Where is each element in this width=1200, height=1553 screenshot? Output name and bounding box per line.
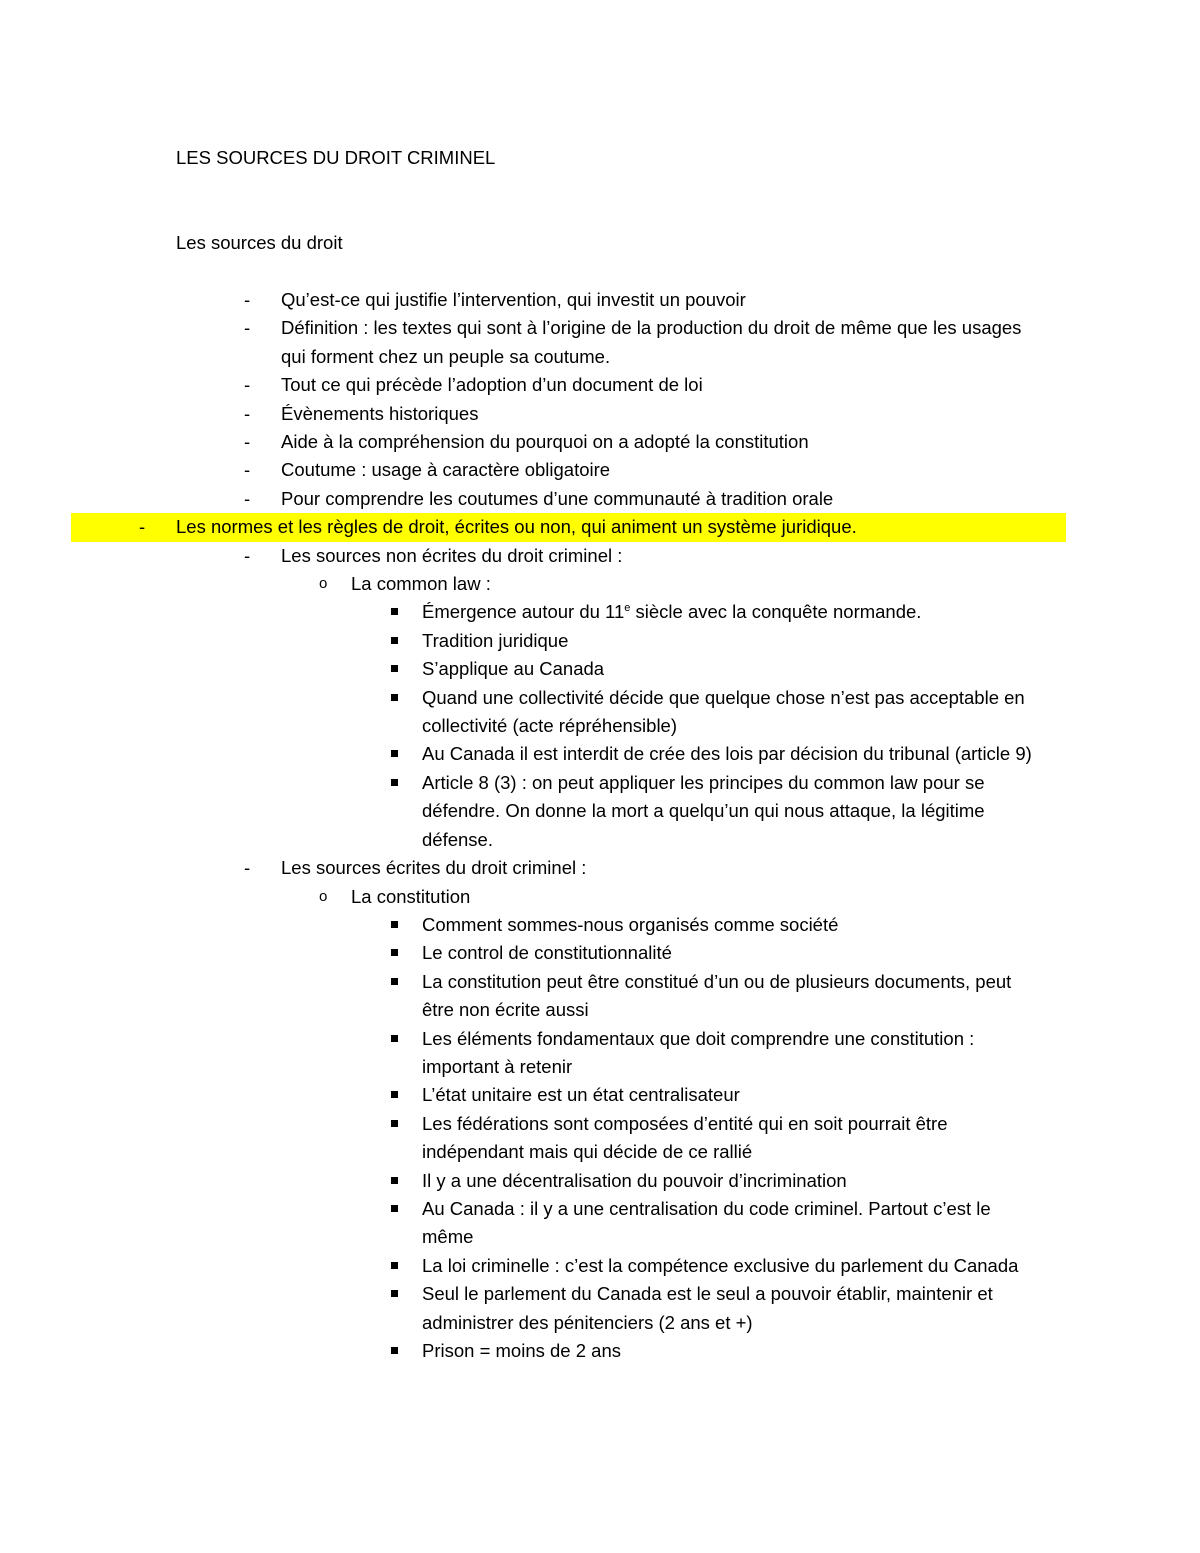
square-bullet-icon bbox=[391, 1035, 398, 1042]
sublist-common-law bbox=[176, 570, 1036, 854]
square-bullet-icon bbox=[391, 779, 398, 786]
constitution-points bbox=[176, 911, 1036, 1366]
square-bullet-icon bbox=[391, 608, 398, 615]
square-bullet-icon bbox=[391, 750, 398, 757]
dash-bullet: - bbox=[244, 402, 251, 424]
square-bullet-icon bbox=[391, 949, 398, 956]
dash-bullet: - bbox=[244, 459, 251, 481]
dash-bullet: - bbox=[244, 288, 251, 310]
square-bullet-icon bbox=[391, 694, 398, 701]
square-list-item: Au Canada il est interdit de crée des lois par décision du tribunal (article 9) bbox=[176, 740, 1036, 768]
square-list-item: Quand une collectivité décide que quelque chose n’est pas acceptable en collectivité (acte répréhensible) bbox=[176, 684, 1036, 741]
square-list-item: Tradition juridique bbox=[176, 627, 1036, 655]
square-bullet-icon bbox=[391, 1177, 398, 1184]
dash-bullet: - bbox=[139, 516, 146, 538]
section-heading: Les sources du droit bbox=[176, 232, 343, 254]
dash-bullet: - bbox=[244, 857, 251, 879]
square-list-item: Au Canada : il y a une centralisation du code criminel. Partout c’est le même bbox=[176, 1195, 1036, 1252]
highlighted-list-item: - Les normes et les règles de droit, écrites ou non, qui animent un système juridique. bbox=[71, 513, 1066, 541]
square-list-item: Le control de constitutionnalité bbox=[176, 939, 1036, 967]
document-title: LES SOURCES DU DROIT CRIMINEL bbox=[176, 147, 496, 168]
circle-bullet: o bbox=[319, 575, 328, 593]
list-item-ecrites: - Les sources écrites du droit criminel : o La constitution Comment sommes-nous organisés comme société Le control de constitutionnalité La constitution peut être constitué d’un ou de plusieurs documents, peut être non écrite aussi Les éléments fondamentaux que doit comprendre une constitution : important à retenir L’état unitaire est un état centralisateur Les fédérations sont composées d’entité qui en soit pourrait être indépendant mais qui décide de ce rallié Il y a une décentralisation du pouvoir d’incrimination Au Canada : il y a une centralisation du code criminel. Partout c’est le même La loi criminelle : c’est la compétence exclusive du parlement du Canada Seul le parlement du Canada est le seul a pouvoir établir, maintenir et administrer des pénitenciers (2 ans et +) Prison = moins de 2 ans bbox=[176, 854, 1036, 1365]
list-item: - Évènements historiques bbox=[176, 400, 1036, 428]
square-bullet-icon bbox=[391, 978, 398, 985]
dash-bullet: - bbox=[244, 317, 251, 339]
square-list-item: Les fédérations sont composées d’entité qui en soit pourrait être indépendant mais qui décide de ce rallié bbox=[176, 1110, 1036, 1167]
list-item: - Pour comprendre les coutumes d’une communauté à tradition orale bbox=[176, 485, 1036, 513]
list-item-non-ecrites: - Les sources non écrites du droit criminel : o La common law : Émergence autour du 11e siècle avec la conquête normande. Tradition juridique S’applique au Canada Quand une collectivité décide que quelque chose n’est pas acceptable en collectivité (acte répréhensible) Au Canada il est interdit de crée des lois par décision du tribunal (article 9) Article 8 (3) : on peut appliquer les principes du common law pour se défendre. On donne la mort a quelqu’un qui nous attaque, la légitime défense. bbox=[176, 542, 1036, 854]
sublist-item: o La common law : Émergence autour du 11e siècle avec la conquête normande. Tradition juridique S’applique au Canada Quand une collectivité décide que quelque chose n’est pas acceptable en collectivité (acte répréhensible) Au Canada il est interdit de crée des lois par décision du tribunal (article 9) Article 8 (3) : on peut appliquer les principes du common law pour se défendre. On donne la mort a quelqu’un qui nous attaque, la légitime défense. bbox=[176, 570, 1036, 854]
square-list-item: Article 8 (3) : on peut appliquer les principes du common law pour se défendre. On donne la mort a quelqu’un qui nous attaque, la légitime défense. bbox=[176, 769, 1036, 854]
square-list-item: Il y a une décentralisation du pouvoir d’incrimination bbox=[176, 1167, 1036, 1195]
sublist-constitution bbox=[176, 883, 1036, 1366]
list-item: - Définition : les textes qui sont à l’origine de la production du droit de même que les usages qui forment chez un peuple sa coutume. bbox=[176, 314, 1036, 371]
square-list-item: L’état unitaire est un état centralisateur bbox=[176, 1081, 1036, 1109]
list-item: - Coutume : usage à caractère obligatoire bbox=[176, 456, 1036, 484]
square-bullet-icon bbox=[391, 1347, 398, 1354]
square-list-item: Les éléments fondamentaux que doit comprendre une constitution : important à retenir bbox=[176, 1025, 1036, 1082]
list-item: - Tout ce qui précède l’adoption d’un document de loi bbox=[176, 371, 1036, 399]
square-bullet-icon bbox=[391, 1262, 398, 1269]
square-bullet-icon bbox=[391, 637, 398, 644]
square-list-item: Prison = moins de 2 ans bbox=[176, 1337, 1036, 1365]
circle-bullet: o bbox=[319, 887, 328, 905]
common-law-points bbox=[176, 598, 1036, 854]
square-list-item: Seul le parlement du Canada est le seul a pouvoir établir, maintenir et administrer des pénitenciers (2 ans et +) bbox=[176, 1280, 1036, 1337]
dash-bullet: - bbox=[244, 544, 251, 566]
square-list-item: Émergence autour du 11e siècle avec la conquête normande. bbox=[176, 598, 1036, 626]
dash-bullet: - bbox=[244, 374, 251, 396]
square-list-item: La constitution peut être constitué d’un ou de plusieurs documents, peut être non écrite aussi bbox=[176, 968, 1036, 1025]
square-list-item: Comment sommes-nous organisés comme société bbox=[176, 911, 1036, 939]
square-bullet-icon bbox=[391, 921, 398, 928]
document-body bbox=[139, 144, 1036, 1365]
square-list-item: S’applique au Canada bbox=[176, 655, 1036, 683]
blank-line bbox=[176, 258, 1036, 286]
list-item: - Qu’est-ce qui justifie l’intervention, qui investit un pouvoir bbox=[176, 286, 1036, 314]
square-bullet-icon bbox=[391, 1120, 398, 1127]
square-bullet-icon bbox=[391, 665, 398, 672]
main-list bbox=[139, 286, 1036, 1365]
list-item: - Aide à la compréhension du pourquoi on a adopté la constitution bbox=[176, 428, 1036, 456]
dash-bullet: - bbox=[244, 431, 251, 452]
sublist-item: o La constitution Comment sommes-nous organisés comme société Le control de constitutionnalité La constitution peut être constitué d’un ou de plusieurs documents, peut être non écrite aussi Les éléments fondamentaux que doit comprendre une constitution : important à retenir L’état unitaire est un état centralisateur Les fédérations sont composées d’entité qui en soit pourrait être indépendant mais qui décide de ce rallié Il y a une décentralisation du pouvoir d’incrimination Au Canada : il y a une centralisation du code criminel. Partout c’est le même La loi criminelle : c’est la compétence exclusive du parlement du Canada Seul le parlement du Canada est le seul a pouvoir établir, maintenir et administrer des pénitenciers (2 ans et +) Prison = moins de 2 ans bbox=[176, 883, 1036, 1366]
dash-bullet: - bbox=[244, 487, 251, 509]
square-bullet-icon bbox=[391, 1091, 398, 1098]
square-bullet-icon bbox=[391, 1205, 398, 1212]
square-bullet-icon bbox=[391, 1290, 398, 1297]
square-list-item: La loi criminelle : c’est la compétence exclusive du parlement du Canada bbox=[176, 1252, 1036, 1280]
